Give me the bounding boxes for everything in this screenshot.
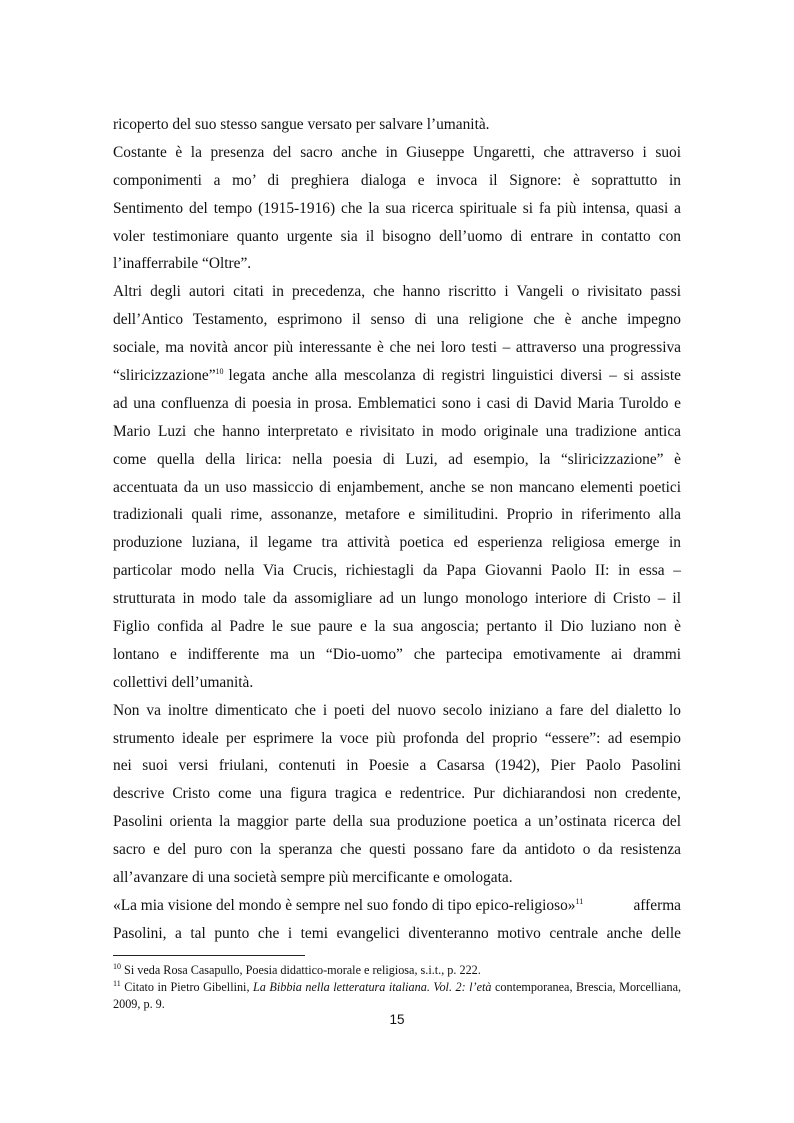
- text-line-with-footnote: [113, 892, 681, 920]
- text-fragment: afferma: [633, 896, 681, 914]
- text-line: tradizionali quali rime, assonanze, metafore e similitudini. Proprio in riferimento alla: [113, 506, 681, 524]
- footnote-text: contemporanea, Brescia, Morcelliana, 2009, p. 9.: [113, 980, 682, 1011]
- text-line: Mario Luzi che hanno interpretato e rivisitato in modo originale una tradizione antica: [113, 422, 681, 440]
- text-line: strumento ideale per esprimere la voce più profonda del proprio “essere”: ad esempio: [113, 729, 681, 747]
- text-line: particolar modo nella Via Crucis, richiestagli da Papa Giovanni Paolo II: in essa –: [113, 562, 681, 580]
- text-line: accentuata da un uso massiccio di enjambement, anche se non mancano elementi poetici: [113, 478, 681, 496]
- text-line: l’inafferrabile “Oltre”.: [113, 255, 252, 273]
- text-fragment: “sliricizzazione”$^{10}$: [113, 366, 224, 385]
- text-line: Sentimento del tempo (1915-1916) che la sua ricerca spirituale si fa più intensa, quasi a: [113, 199, 681, 217]
- footnote-book-title: La Bibbia nella letteratura italiana. Vol. 2: l’età: [253, 980, 492, 994]
- footnote-marker: 10: [113, 961, 121, 971]
- text-fragment: «La mia visione del mondo è sempre nel suo fondo di tipo epico-religioso»$^{11}$: [113, 896, 584, 914]
- text-line: voler testimoniare quanto urgente sia il bisogno dell’uomo di entrare in contatto con: [113, 227, 681, 245]
- footnote-ref-10[interactable]: 10: [215, 366, 224, 376]
- text-line: Costante è la presenza del sacro anche in Giuseppe Ungaretti, che attraverso i suoi: [113, 143, 681, 161]
- text-fragment: legata anche alla mescolanza di registri linguistici diversi – si assiste: [228, 367, 681, 385]
- text-line: componimenti a mo’ di preghiera dialoga e invoca il Signore: è soprattutto in: [113, 171, 681, 189]
- text-line: ad una confluenza di poesia in prosa. Emblematici sono i casi di David Maria Turoldo e: [113, 394, 681, 412]
- text-line: descrive Cristo come una figura tragica e redentrice. Pur dichiarandosi non credente,: [113, 785, 681, 803]
- text-line: Pasolini, a tal punto che i temi evangelici diventeranno motivo centrale anche delle: [113, 924, 681, 942]
- text-line: Non va inoltre dimenticato che i poeti del nuovo secolo iniziano a fare del dialetto lo: [113, 701, 681, 719]
- text-line: come quella della lirica: nella poesia di Luzi, ad esempio, la “sliricizzazione” è: [113, 450, 681, 468]
- page-number: 15: [389, 1012, 405, 1027]
- footnotes: [113, 955, 681, 1013]
- text-line: Altri degli autori citati in precedenza, che hanno riscritto i Vangeli o rivisitato passi: [113, 283, 681, 301]
- text-line: sociale, ma novità ancor più interessante è che nei loro testi – attraverso una progressiva: [113, 339, 681, 357]
- text-line: produzione luziana, il legame tra attività poetica ed esperienza religiosa emerge in: [113, 534, 681, 552]
- footnote-text: Si veda Rosa Casapullo, Poesia didattico-morale e religiosa, s.i.t., p. 222.: [124, 963, 481, 977]
- text-line: ricoperto del suo stesso sangue versato per salvare l’umanità.: [113, 116, 490, 133]
- footnote-ref-11[interactable]: 11: [575, 896, 584, 906]
- text-line-with-footnote: [113, 362, 681, 390]
- text-line: sacro e del puro con la speranza che questi possano fare da antidoto o da resistenza: [113, 841, 681, 859]
- text-line: all’avanzare di una società sempre più mercificante e omologata.: [113, 869, 513, 887]
- footnote-11: [113, 979, 681, 1013]
- text-line: Figlio confida al Padre le sue paure e la sua angoscia; pertanto il Dio luziano non è: [113, 618, 681, 636]
- footnote-marker: 11: [113, 978, 121, 988]
- body-text: [113, 111, 681, 948]
- footnote-10: [113, 962, 681, 979]
- text-line: collettivi dell’umanità.: [113, 673, 254, 691]
- text-line: nei suoi versi friulani, contenuti in Poesie a Casarsa (1942), Pier Paolo Pasolini: [113, 757, 681, 775]
- footnote-text: Citato in Pietro Gibellini,: [124, 980, 250, 994]
- text-line: lontano e indifferente ma un “Dio-uomo” che partecipa emotivamente ai drammi: [113, 645, 681, 663]
- footnote-separator: [113, 955, 305, 956]
- text-line: Pasolini orienta la maggior parte della sua produzione poetica a un’ostinata ricerca del: [113, 813, 681, 831]
- text-line: dell’Antico Testamento, esprimono il senso di una religione che è anche impegno: [113, 311, 681, 329]
- text-line: strutturata in modo tale da assomigliare ad un lungo monologo interiore di Cristo – il: [113, 590, 681, 608]
